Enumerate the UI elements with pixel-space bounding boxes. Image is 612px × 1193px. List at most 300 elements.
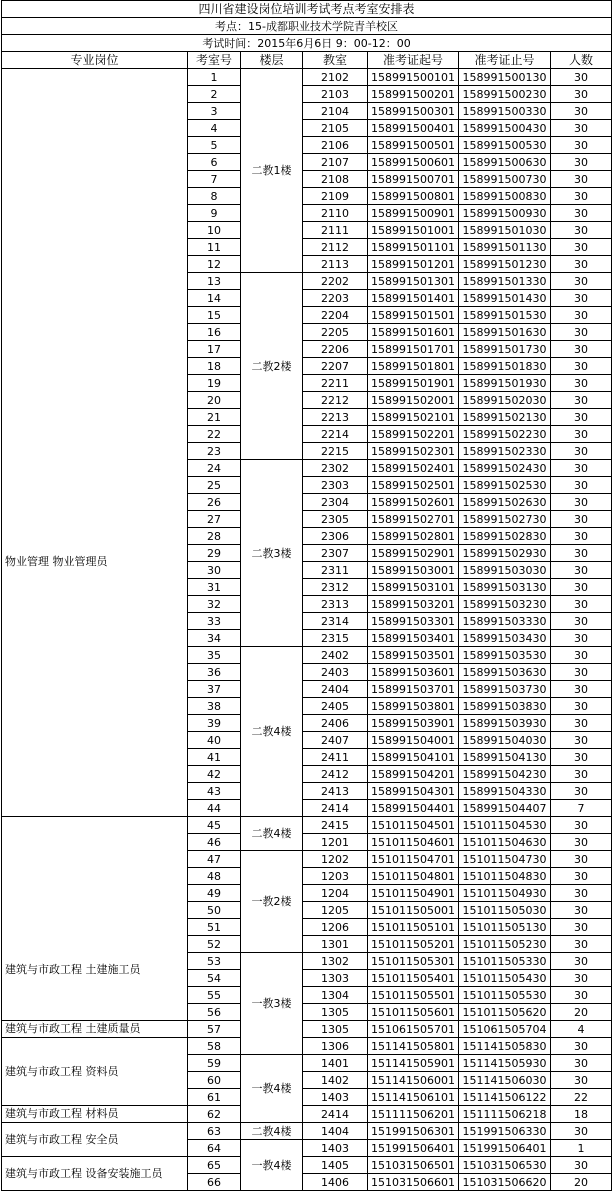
classroom-cell: 1304 bbox=[303, 987, 368, 1004]
room-number-cell: 1 bbox=[188, 69, 241, 86]
classroom-cell: 2411 bbox=[303, 749, 368, 766]
classroom-cell: 2202 bbox=[303, 273, 368, 290]
start-number-cell: 158991504101 bbox=[368, 749, 459, 766]
floor-cell: 二教2楼 bbox=[241, 273, 303, 460]
classroom-cell: 1403 bbox=[303, 1089, 368, 1106]
end-number-cell: 158991503630 bbox=[459, 664, 551, 681]
major-label: 建筑与市政工程 材料员 bbox=[5, 1107, 119, 1120]
classroom-cell: 2106 bbox=[303, 137, 368, 154]
end-number-cell: 158991501930 bbox=[459, 375, 551, 392]
start-number-cell: 158991504001 bbox=[368, 732, 459, 749]
end-number-cell: 158991503930 bbox=[459, 715, 551, 732]
count-cell: 30 bbox=[551, 596, 612, 613]
site-row bbox=[2, 18, 612, 35]
classroom-cell: 2214 bbox=[303, 426, 368, 443]
count-cell: 30 bbox=[551, 953, 612, 970]
end-number-cell: 158991503130 bbox=[459, 579, 551, 596]
start-number-cell: 158991501101 bbox=[368, 239, 459, 256]
classroom-cell: 2404 bbox=[303, 681, 368, 698]
title-row bbox=[2, 1, 612, 18]
end-number-cell: 158991502130 bbox=[459, 409, 551, 426]
start-number-cell: 158991501901 bbox=[368, 375, 459, 392]
count-cell: 30 bbox=[551, 1038, 612, 1055]
major-label: 建筑与市政工程 土建质量员 bbox=[5, 1022, 141, 1035]
room-number-cell: 2 bbox=[188, 86, 241, 103]
room-number-cell: 56 bbox=[188, 1004, 241, 1021]
room-number-cell: 15 bbox=[188, 307, 241, 324]
classroom-cell: 2302 bbox=[303, 460, 368, 477]
end-number-cell: 151991506330 bbox=[459, 1123, 551, 1140]
start-number-cell: 158991501001 bbox=[368, 222, 459, 239]
major-label: 建筑与市政工程 设备安装施工员 bbox=[5, 1167, 163, 1180]
end-number-cell: 151141505830 bbox=[459, 1038, 551, 1055]
classroom-cell: 1201 bbox=[303, 834, 368, 851]
classroom-cell: 2314 bbox=[303, 613, 368, 630]
start-number-cell: 151141505901 bbox=[368, 1055, 459, 1072]
start-number-cell: 158991500901 bbox=[368, 205, 459, 222]
classroom-cell: 2413 bbox=[303, 783, 368, 800]
classroom-cell: 2109 bbox=[303, 188, 368, 205]
start-number-cell: 158991501401 bbox=[368, 290, 459, 307]
start-number-cell: 158991502201 bbox=[368, 426, 459, 443]
end-number-cell: 158991502730 bbox=[459, 511, 551, 528]
count-cell: 30 bbox=[551, 477, 612, 494]
classroom-cell: 2112 bbox=[303, 239, 368, 256]
room-number-cell: 17 bbox=[188, 341, 241, 358]
end-number-cell: 151011505230 bbox=[459, 936, 551, 953]
start-number-cell: 158991501601 bbox=[368, 324, 459, 341]
count-cell: 30 bbox=[551, 358, 612, 375]
end-number-cell: 158991501830 bbox=[459, 358, 551, 375]
end-number-cell: 158991502530 bbox=[459, 477, 551, 494]
room-number-cell: 47 bbox=[188, 851, 241, 868]
start-number-cell: 158991503401 bbox=[368, 630, 459, 647]
room-number-cell: 57 bbox=[188, 1021, 241, 1038]
count-cell: 30 bbox=[551, 613, 612, 630]
end-number-cell: 158991500130 bbox=[459, 69, 551, 86]
count-cell: 30 bbox=[551, 987, 612, 1004]
start-number-cell: 151141505801 bbox=[368, 1038, 459, 1055]
room-number-cell: 22 bbox=[188, 426, 241, 443]
end-number-cell: 158991500730 bbox=[459, 171, 551, 188]
end-number-cell: 151031506620 bbox=[459, 1174, 551, 1191]
count-cell: 30 bbox=[551, 222, 612, 239]
start-number-cell: 158991500101 bbox=[368, 69, 459, 86]
start-number-cell: 151011504801 bbox=[368, 868, 459, 885]
room-number-cell: 53 bbox=[188, 953, 241, 970]
end-number-cell: 151991506401 bbox=[459, 1140, 551, 1157]
end-number-cell: 158991500930 bbox=[459, 205, 551, 222]
table-row bbox=[2, 1123, 612, 1140]
end-number-cell: 151141506030 bbox=[459, 1072, 551, 1089]
end-number-cell: 158991504330 bbox=[459, 783, 551, 800]
room-number-cell: 18 bbox=[188, 358, 241, 375]
start-number-cell: 158991501301 bbox=[368, 273, 459, 290]
start-number-cell: 158991503101 bbox=[368, 579, 459, 596]
classroom-cell: 1302 bbox=[303, 953, 368, 970]
start-number-cell: 158991501201 bbox=[368, 256, 459, 273]
major-cell bbox=[2, 1021, 188, 1038]
room-number-cell: 44 bbox=[188, 800, 241, 817]
count-cell: 30 bbox=[551, 647, 612, 664]
header-room: 考室号 bbox=[188, 52, 241, 69]
classroom-cell: 2111 bbox=[303, 222, 368, 239]
classroom-cell: 1403 bbox=[303, 1140, 368, 1157]
room-number-cell: 37 bbox=[188, 681, 241, 698]
start-number-cell: 158991500801 bbox=[368, 188, 459, 205]
classroom-cell: 1205 bbox=[303, 902, 368, 919]
start-number-cell: 151031506601 bbox=[368, 1174, 459, 1191]
start-number-cell: 151011504501 bbox=[368, 817, 459, 834]
room-number-cell: 6 bbox=[188, 154, 241, 171]
count-cell: 30 bbox=[551, 171, 612, 188]
count-cell: 30 bbox=[551, 1055, 612, 1072]
major-label: 物业管理 物业管理员 bbox=[5, 555, 108, 568]
start-number-cell: 158991503801 bbox=[368, 698, 459, 715]
header-classroom: 教室 bbox=[303, 52, 368, 69]
count-cell: 30 bbox=[551, 324, 612, 341]
count-cell: 30 bbox=[551, 120, 612, 137]
classroom-cell: 1206 bbox=[303, 919, 368, 936]
major-cell bbox=[2, 817, 188, 1021]
start-number-cell: 158991503301 bbox=[368, 613, 459, 630]
end-number-cell: 151011505030 bbox=[459, 902, 551, 919]
count-cell: 22 bbox=[551, 1089, 612, 1106]
room-number-cell: 26 bbox=[188, 494, 241, 511]
end-number-cell: 158991501130 bbox=[459, 239, 551, 256]
classroom-cell: 1305 bbox=[303, 1021, 368, 1038]
end-number-cell: 151011505130 bbox=[459, 919, 551, 936]
end-number-cell: 158991501730 bbox=[459, 341, 551, 358]
end-number-cell: 151031506530 bbox=[459, 1157, 551, 1174]
start-number-cell: 158991503501 bbox=[368, 647, 459, 664]
count-cell: 30 bbox=[551, 256, 612, 273]
count-cell: 30 bbox=[551, 154, 612, 171]
end-number-cell: 158991501530 bbox=[459, 307, 551, 324]
classroom-cell: 2213 bbox=[303, 409, 368, 426]
count-cell: 30 bbox=[551, 443, 612, 460]
classroom-cell: 1405 bbox=[303, 1157, 368, 1174]
classroom-cell: 2113 bbox=[303, 256, 368, 273]
end-number-cell: 151011504630 bbox=[459, 834, 551, 851]
classroom-cell: 2313 bbox=[303, 596, 368, 613]
room-number-cell: 40 bbox=[188, 732, 241, 749]
room-number-cell: 62 bbox=[188, 1106, 241, 1123]
room-number-cell: 58 bbox=[188, 1038, 241, 1055]
start-number-cell: 151061505701 bbox=[368, 1021, 459, 1038]
count-cell: 30 bbox=[551, 664, 612, 681]
count-cell: 30 bbox=[551, 562, 612, 579]
end-number-cell: 158991504407 bbox=[459, 800, 551, 817]
room-number-cell: 60 bbox=[188, 1072, 241, 1089]
end-number-cell: 151011504530 bbox=[459, 817, 551, 834]
room-number-cell: 35 bbox=[188, 647, 241, 664]
major-cell bbox=[2, 1038, 188, 1106]
end-number-cell: 151011504730 bbox=[459, 851, 551, 868]
classroom-cell: 1404 bbox=[303, 1123, 368, 1140]
count-cell: 30 bbox=[551, 851, 612, 868]
classroom-cell: 1203 bbox=[303, 868, 368, 885]
room-number-cell: 45 bbox=[188, 817, 241, 834]
classroom-cell: 2312 bbox=[303, 579, 368, 596]
end-number-cell: 158991503430 bbox=[459, 630, 551, 647]
classroom-cell: 1301 bbox=[303, 936, 368, 953]
header-start-number: 准考证起号 bbox=[368, 52, 459, 69]
start-number-cell: 151011505501 bbox=[368, 987, 459, 1004]
count-cell: 30 bbox=[551, 681, 612, 698]
classroom-cell: 2207 bbox=[303, 358, 368, 375]
classroom-cell: 1402 bbox=[303, 1072, 368, 1089]
room-number-cell: 29 bbox=[188, 545, 241, 562]
room-number-cell: 51 bbox=[188, 919, 241, 936]
count-cell: 30 bbox=[551, 392, 612, 409]
room-number-cell: 25 bbox=[188, 477, 241, 494]
start-number-cell: 151011505401 bbox=[368, 970, 459, 987]
start-number-cell: 158991502301 bbox=[368, 443, 459, 460]
end-number-cell: 151141506122 bbox=[459, 1089, 551, 1106]
count-cell: 4 bbox=[551, 1021, 612, 1038]
end-number-cell: 158991503730 bbox=[459, 681, 551, 698]
table-row bbox=[2, 1157, 612, 1174]
count-cell: 30 bbox=[551, 1157, 612, 1174]
count-cell: 30 bbox=[551, 817, 612, 834]
start-number-cell: 151011504601 bbox=[368, 834, 459, 851]
count-cell: 30 bbox=[551, 715, 612, 732]
count-cell: 30 bbox=[551, 528, 612, 545]
table-row bbox=[2, 817, 612, 834]
start-number-cell: 151011505201 bbox=[368, 936, 459, 953]
room-number-cell: 12 bbox=[188, 256, 241, 273]
count-cell: 20 bbox=[551, 1174, 612, 1191]
exam-room-schedule-table bbox=[1, 0, 612, 1191]
classroom-cell: 2402 bbox=[303, 647, 368, 664]
major-cell bbox=[2, 1106, 188, 1123]
room-number-cell: 38 bbox=[188, 698, 241, 715]
major-cell bbox=[2, 69, 188, 817]
classroom-cell: 2211 bbox=[303, 375, 368, 392]
count-cell: 7 bbox=[551, 800, 612, 817]
start-number-cell: 158991504401 bbox=[368, 800, 459, 817]
classroom-cell: 1303 bbox=[303, 970, 368, 987]
start-number-cell: 158991502401 bbox=[368, 460, 459, 477]
start-number-cell: 158991500201 bbox=[368, 86, 459, 103]
count-cell: 30 bbox=[551, 375, 612, 392]
count-cell: 30 bbox=[551, 1072, 612, 1089]
count-cell: 30 bbox=[551, 290, 612, 307]
room-number-cell: 30 bbox=[188, 562, 241, 579]
classroom-cell: 1401 bbox=[303, 1055, 368, 1072]
end-number-cell: 151011505430 bbox=[459, 970, 551, 987]
floor-cell: 一教4楼 bbox=[241, 1140, 303, 1191]
room-number-cell: 63 bbox=[188, 1123, 241, 1140]
count-cell: 30 bbox=[551, 970, 612, 987]
start-number-cell: 158991503901 bbox=[368, 715, 459, 732]
header-floor: 楼层 bbox=[241, 52, 303, 69]
start-number-cell: 158991502001 bbox=[368, 392, 459, 409]
start-number-cell: 158991500501 bbox=[368, 137, 459, 154]
start-number-cell: 151011505301 bbox=[368, 953, 459, 970]
classroom-cell: 1202 bbox=[303, 851, 368, 868]
count-cell: 20 bbox=[551, 1004, 612, 1021]
start-number-cell: 158991500601 bbox=[368, 154, 459, 171]
start-number-cell: 151991506301 bbox=[368, 1123, 459, 1140]
room-number-cell: 9 bbox=[188, 205, 241, 222]
header-row bbox=[2, 52, 612, 69]
start-number-cell: 158991503601 bbox=[368, 664, 459, 681]
page-title: 四川省建设岗位培训考试考点考室安排表 bbox=[2, 1, 612, 18]
count-cell: 30 bbox=[551, 307, 612, 324]
room-number-cell: 14 bbox=[188, 290, 241, 307]
floor-cell: 二教4楼 bbox=[241, 647, 303, 817]
classroom-cell: 2215 bbox=[303, 443, 368, 460]
end-number-cell: 151011505530 bbox=[459, 987, 551, 1004]
room-number-cell: 23 bbox=[188, 443, 241, 460]
end-number-cell: 158991502830 bbox=[459, 528, 551, 545]
count-cell: 30 bbox=[551, 426, 612, 443]
room-number-cell: 28 bbox=[188, 528, 241, 545]
count-cell: 30 bbox=[551, 579, 612, 596]
count-cell: 30 bbox=[551, 783, 612, 800]
count-cell: 30 bbox=[551, 630, 612, 647]
end-number-cell: 158991503330 bbox=[459, 613, 551, 630]
classroom-cell: 2311 bbox=[303, 562, 368, 579]
classroom-cell: 2414 bbox=[303, 800, 368, 817]
count-cell: 18 bbox=[551, 1106, 612, 1123]
count-cell: 30 bbox=[551, 86, 612, 103]
start-number-cell: 151141506101 bbox=[368, 1089, 459, 1106]
end-number-cell: 158991502430 bbox=[459, 460, 551, 477]
count-cell: 30 bbox=[551, 273, 612, 290]
classroom-cell: 2205 bbox=[303, 324, 368, 341]
classroom-cell: 2102 bbox=[303, 69, 368, 86]
room-number-cell: 46 bbox=[188, 834, 241, 851]
end-number-cell: 151061505704 bbox=[459, 1021, 551, 1038]
end-number-cell: 158991501230 bbox=[459, 256, 551, 273]
end-number-cell: 151011504830 bbox=[459, 868, 551, 885]
time-row bbox=[2, 35, 612, 52]
start-number-cell: 158991502901 bbox=[368, 545, 459, 562]
end-number-cell: 158991501630 bbox=[459, 324, 551, 341]
room-number-cell: 61 bbox=[188, 1089, 241, 1106]
header-end-number: 准考证止号 bbox=[459, 52, 551, 69]
count-cell: 30 bbox=[551, 698, 612, 715]
room-number-cell: 4 bbox=[188, 120, 241, 137]
classroom-cell: 2110 bbox=[303, 205, 368, 222]
end-number-cell: 158991500430 bbox=[459, 120, 551, 137]
room-number-cell: 65 bbox=[188, 1157, 241, 1174]
classroom-cell: 2303 bbox=[303, 477, 368, 494]
table-row bbox=[2, 1021, 612, 1038]
room-number-cell: 41 bbox=[188, 749, 241, 766]
count-cell: 30 bbox=[551, 341, 612, 358]
start-number-cell: 151011504701 bbox=[368, 851, 459, 868]
table-row bbox=[2, 69, 612, 86]
room-number-cell: 55 bbox=[188, 987, 241, 1004]
classroom-cell: 2403 bbox=[303, 664, 368, 681]
start-number-cell: 158991501501 bbox=[368, 307, 459, 324]
count-cell: 30 bbox=[551, 494, 612, 511]
count-cell: 30 bbox=[551, 188, 612, 205]
count-cell: 1 bbox=[551, 1140, 612, 1157]
exam-site: 考点：15-成都职业技术学院青羊校区 bbox=[2, 18, 612, 35]
start-number-cell: 158991501701 bbox=[368, 341, 459, 358]
end-number-cell: 158991501330 bbox=[459, 273, 551, 290]
start-number-cell: 158991500301 bbox=[368, 103, 459, 120]
classroom-cell: 2414 bbox=[303, 1106, 368, 1123]
floor-cell: 二教4楼 bbox=[241, 1123, 303, 1140]
header-major: 专业岗位 bbox=[2, 52, 188, 69]
room-number-cell: 24 bbox=[188, 460, 241, 477]
floor-cell: 二教4楼 bbox=[241, 817, 303, 851]
table-row bbox=[2, 1106, 612, 1123]
end-number-cell: 151141505930 bbox=[459, 1055, 551, 1072]
start-number-cell: 158991504201 bbox=[368, 766, 459, 783]
end-number-cell: 158991502330 bbox=[459, 443, 551, 460]
start-number-cell: 158991503201 bbox=[368, 596, 459, 613]
classroom-cell: 2107 bbox=[303, 154, 368, 171]
table-row bbox=[2, 1038, 612, 1055]
classroom-cell: 1306 bbox=[303, 1038, 368, 1055]
start-number-cell: 151011505001 bbox=[368, 902, 459, 919]
room-number-cell: 32 bbox=[188, 596, 241, 613]
count-cell: 30 bbox=[551, 545, 612, 562]
room-number-cell: 48 bbox=[188, 868, 241, 885]
end-number-cell: 158991503230 bbox=[459, 596, 551, 613]
classroom-cell: 2206 bbox=[303, 341, 368, 358]
room-number-cell: 20 bbox=[188, 392, 241, 409]
room-number-cell: 36 bbox=[188, 664, 241, 681]
room-number-cell: 66 bbox=[188, 1174, 241, 1191]
count-cell: 30 bbox=[551, 936, 612, 953]
table-body bbox=[2, 1, 612, 1191]
end-number-cell: 158991502930 bbox=[459, 545, 551, 562]
room-number-cell: 11 bbox=[188, 239, 241, 256]
count-cell: 30 bbox=[551, 1123, 612, 1140]
major-cell bbox=[2, 1157, 188, 1191]
room-number-cell: 5 bbox=[188, 137, 241, 154]
start-number-cell: 158991503701 bbox=[368, 681, 459, 698]
end-number-cell: 158991501430 bbox=[459, 290, 551, 307]
room-number-cell: 31 bbox=[188, 579, 241, 596]
end-number-cell: 158991504130 bbox=[459, 749, 551, 766]
end-number-cell: 158991502230 bbox=[459, 426, 551, 443]
classroom-cell: 2315 bbox=[303, 630, 368, 647]
classroom-cell: 2108 bbox=[303, 171, 368, 188]
classroom-cell: 2204 bbox=[303, 307, 368, 324]
classroom-cell: 2203 bbox=[303, 290, 368, 307]
end-number-cell: 158991500630 bbox=[459, 154, 551, 171]
end-number-cell: 158991500330 bbox=[459, 103, 551, 120]
end-number-cell: 158991503030 bbox=[459, 562, 551, 579]
end-number-cell: 151111506218 bbox=[459, 1106, 551, 1123]
exam-time: 考试时间：2015年6月6日 9：00-12：00 bbox=[2, 35, 612, 52]
room-number-cell: 21 bbox=[188, 409, 241, 426]
end-number-cell: 151011505330 bbox=[459, 953, 551, 970]
start-number-cell: 158991503001 bbox=[368, 562, 459, 579]
major-cell bbox=[2, 1123, 188, 1157]
count-cell: 30 bbox=[551, 460, 612, 477]
count-cell: 30 bbox=[551, 885, 612, 902]
end-number-cell: 151011504930 bbox=[459, 885, 551, 902]
major-label: 建筑与市政工程 安全员 bbox=[5, 1133, 119, 1146]
start-number-cell: 158991502801 bbox=[368, 528, 459, 545]
classroom-cell: 2103 bbox=[303, 86, 368, 103]
classroom-cell: 2104 bbox=[303, 103, 368, 120]
start-number-cell: 151011505601 bbox=[368, 1004, 459, 1021]
classroom-cell: 2306 bbox=[303, 528, 368, 545]
room-number-cell: 34 bbox=[188, 630, 241, 647]
end-number-cell: 151011505620 bbox=[459, 1004, 551, 1021]
